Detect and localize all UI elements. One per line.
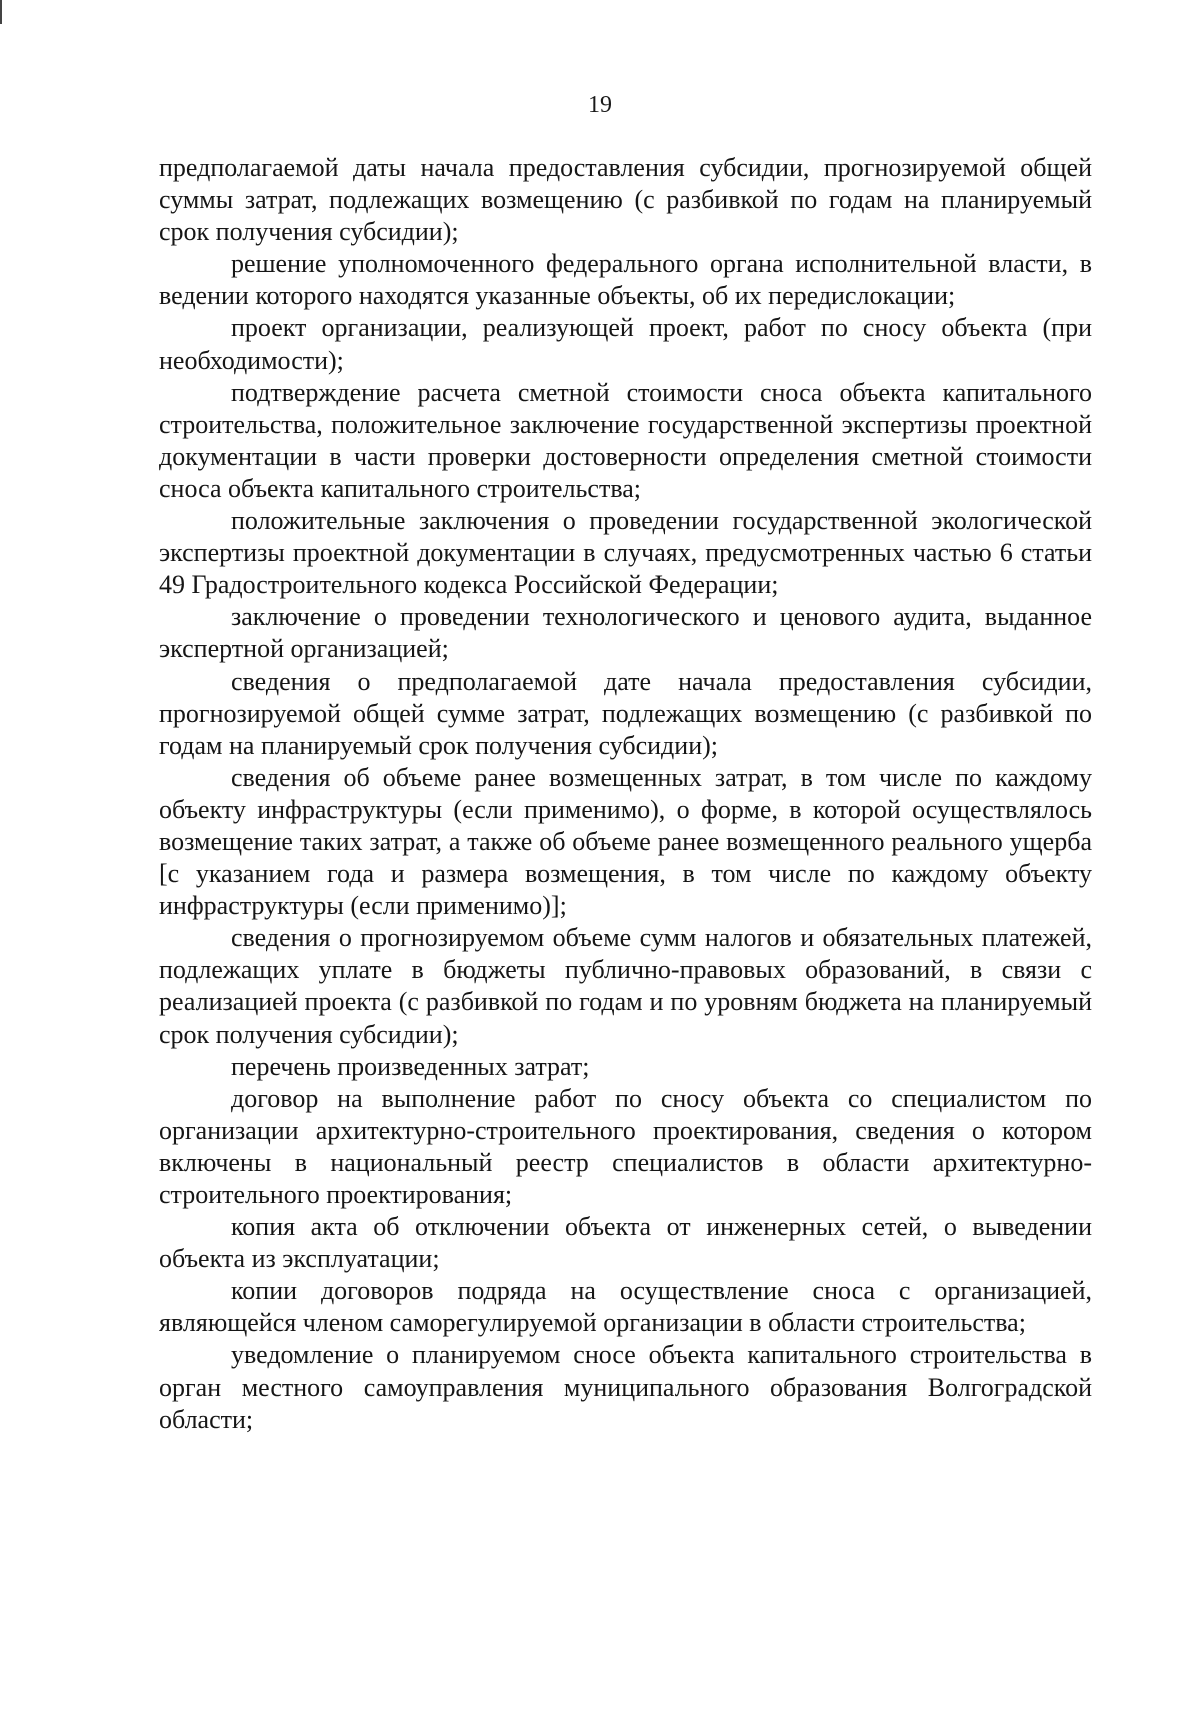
paragraph: сведения о предполагаемой дате начала предоставления субсидии, прогнозируемой общей сумме затрат, подлежащих возмещению (с разбивкой по годам на планируемый срок получения субсидии); <box>159 666 1092 760</box>
paragraph: договор на выполнение работ по сносу объекта со специалистом по организации архитектурно-строительного проектирования, сведения о котором включены в национальный реестр специалистов в области архитектурно-строительного проектирования; <box>159 1083 1092 1209</box>
paragraph: заключение о проведении технологического и ценового аудита, выданное экспертной организацией; <box>159 602 1092 664</box>
paragraph: подтверждение расчета сметной стоимости сноса объекта капитального строительства, положительное заключение государственной экспертизы проектной документации в части проверки достоверности определения сметной стоимости сноса объекта капитального строительства; <box>159 377 1092 503</box>
paragraph: положительные заключения о проведении государственной экологической экспертизы проектной документации в случаях, предусмотренных частью 6 статьи 49 Градостроительного кодекса Российской Федерации; <box>159 506 1092 600</box>
paragraph: сведения об объеме ранее возмещенных затрат, в том числе по каждому объекту инфраструктуры (если применимо), о форме, в которой осуществлялось возмещение таких затрат, а также об объеме ранее возмещенного реального ущерба [с указанием года и размера возмещения, в том числе по каждому объекту инфраструктуры (если применимо)]; <box>159 762 1092 921</box>
page-number: 19 <box>588 92 612 118</box>
paragraph: уведомление о планируемом сносе объекта капитального строительства в орган местного самоуправления муниципального образования Волгоградской области; <box>159 1340 1092 1434</box>
paragraph: решение уполномоченного федерального органа исполнительной власти, в ведении которого находятся указанные объекты, об их передислокации; <box>159 249 1092 311</box>
paragraph: перечень произведенных затрат; <box>231 1051 590 1081</box>
paragraph: копия акта об отключении объекта от инженерных сетей, о выведении объекта из эксплуатации; <box>159 1212 1092 1274</box>
paragraph: сведения о прогнозируемом объеме сумм налогов и обязательных платежей, подлежащих уплате в бюджеты публично-правовых образований, в связи с реализацией проекта (с разбивкой по годам и по уровням бюджета на планируемый срок получения субсидии); <box>159 923 1092 1049</box>
document-body <box>159 152 1092 1436</box>
scan-edge-mark <box>0 0 2 24</box>
paragraph: проект организации, реализующей проект, работ по сносу объекта (при необходимости); <box>159 313 1092 375</box>
paragraph: предполагаемой даты начала предоставления субсидии, прогнозируемой общей суммы затрат, подлежащих возмещению (с разбивкой по годам на планируемый срок получения субсидии); <box>159 153 1092 247</box>
paragraph: копии договоров подряда на осуществление сноса с организацией, являющейся членом саморегулируемой организации в области строительства; <box>159 1276 1092 1338</box>
